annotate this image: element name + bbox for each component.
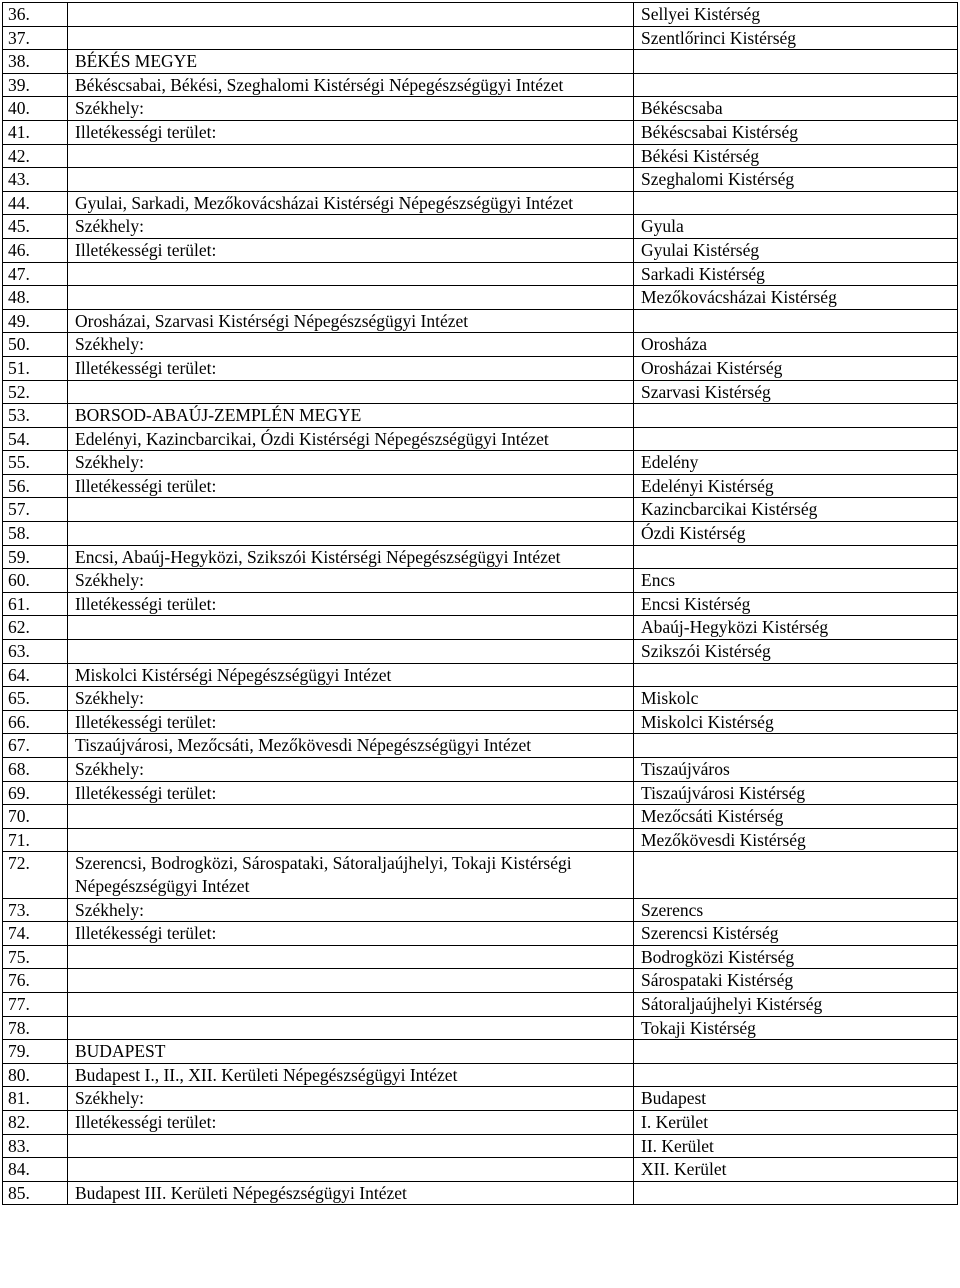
row-description: Illetékességi terület: xyxy=(68,781,634,805)
row-number: 52. xyxy=(3,380,68,404)
row-description: Budapest I., II., XII. Kerületi Népegészségügyi Intézet xyxy=(68,1063,634,1087)
table-row xyxy=(3,191,958,215)
row-number: 46. xyxy=(3,238,68,262)
row-location: Miskolci Kistérség xyxy=(634,710,958,734)
row-location xyxy=(634,309,958,333)
row-location: Békési Kistérség xyxy=(634,144,958,168)
table-row xyxy=(3,616,958,640)
row-location: Mezőkövesdi Kistérség xyxy=(634,828,958,852)
row-location: Encsi Kistérség xyxy=(634,592,958,616)
row-number: 76. xyxy=(3,969,68,993)
row-number: 38. xyxy=(3,50,68,74)
table-row xyxy=(3,1063,958,1087)
row-number: 49. xyxy=(3,309,68,333)
row-number: 36. xyxy=(3,3,68,27)
row-number: 78. xyxy=(3,1016,68,1040)
row-number: 61. xyxy=(3,592,68,616)
row-location: Szentlőrinci Kistérség xyxy=(634,26,958,50)
row-number: 58. xyxy=(3,522,68,546)
table-row xyxy=(3,758,958,782)
row-description: Illetékességi terület: xyxy=(68,922,634,946)
row-location xyxy=(634,1063,958,1087)
row-description: Miskolci Kistérségi Népegészségügyi Intézet xyxy=(68,663,634,687)
row-location: Békéscsabai Kistérség xyxy=(634,120,958,144)
row-location xyxy=(634,545,958,569)
row-location: Gyulai Kistérség xyxy=(634,238,958,262)
row-description: BORSOD-ABAÚJ-ZEMPLÉN MEGYE xyxy=(68,404,634,428)
row-location: Szerencs xyxy=(634,898,958,922)
table-row xyxy=(3,404,958,428)
row-number: 77. xyxy=(3,992,68,1016)
row-number: 63. xyxy=(3,640,68,664)
row-description xyxy=(68,1158,634,1182)
row-description: Gyulai, Sarkadi, Mezőkovácsházai Kistérségi Népegészségügyi Intézet xyxy=(68,191,634,215)
row-description: Székhely: xyxy=(68,97,634,121)
row-number: 71. xyxy=(3,828,68,852)
table-row xyxy=(3,992,958,1016)
row-location: Bodrogközi Kistérség xyxy=(634,945,958,969)
row-number: 41. xyxy=(3,120,68,144)
row-description: BÉKÉS MEGYE xyxy=(68,50,634,74)
row-description: Tiszaújvárosi, Mezőcsáti, Mezőkövesdi Népegészségügyi Intézet xyxy=(68,734,634,758)
row-location: Mezőkovácsházai Kistérség xyxy=(634,286,958,310)
row-description xyxy=(68,286,634,310)
row-number: 79. xyxy=(3,1040,68,1064)
table-row xyxy=(3,898,958,922)
row-location: Szikszói Kistérség xyxy=(634,640,958,664)
row-location: I. Kerület xyxy=(634,1110,958,1134)
row-number: 51. xyxy=(3,356,68,380)
row-description xyxy=(68,380,634,404)
row-number: 44. xyxy=(3,191,68,215)
row-location: Encs xyxy=(634,569,958,593)
table-row xyxy=(3,427,958,451)
row-number: 50. xyxy=(3,333,68,357)
row-description xyxy=(68,144,634,168)
row-number: 68. xyxy=(3,758,68,782)
row-location xyxy=(634,1181,958,1205)
table-row xyxy=(3,734,958,758)
row-description xyxy=(68,969,634,993)
row-description: Encsi, Abaúj-Hegyközi, Szikszói Kistérségi Népegészségügyi Intézet xyxy=(68,545,634,569)
row-location: Tokaji Kistérség xyxy=(634,1016,958,1040)
row-location: Miskolc xyxy=(634,687,958,711)
table-row xyxy=(3,50,958,74)
table-row xyxy=(3,262,958,286)
row-description xyxy=(68,1016,634,1040)
row-description: Budapest III. Kerületi Népegészségügyi Intézet xyxy=(68,1181,634,1205)
row-location xyxy=(634,191,958,215)
row-description: Székhely: xyxy=(68,898,634,922)
row-description: Szerencsi, Bodrogközi, Sárospataki, Sátoraljaújhelyi, Tokaji Kistérségi Népegészségügyi Intézet xyxy=(68,852,634,898)
row-location: Edelényi Kistérség xyxy=(634,474,958,498)
row-number: 84. xyxy=(3,1158,68,1182)
row-number: 47. xyxy=(3,262,68,286)
row-location: Sarkadi Kistérség xyxy=(634,262,958,286)
row-number: 83. xyxy=(3,1134,68,1158)
table-row xyxy=(3,945,958,969)
row-description: Orosházai, Szarvasi Kistérségi Népegészségügyi Intézet xyxy=(68,309,634,333)
table-row xyxy=(3,498,958,522)
table-row xyxy=(3,474,958,498)
row-description xyxy=(68,498,634,522)
table-row xyxy=(3,286,958,310)
row-description xyxy=(68,945,634,969)
table-row xyxy=(3,1087,958,1111)
row-location: Mezőcsáti Kistérség xyxy=(634,805,958,829)
row-number: 57. xyxy=(3,498,68,522)
row-description xyxy=(68,26,634,50)
row-location: Tiszaújváros xyxy=(634,758,958,782)
row-description xyxy=(68,262,634,286)
row-location: Orosházai Kistérség xyxy=(634,356,958,380)
row-location xyxy=(634,50,958,74)
table-row xyxy=(3,309,958,333)
row-number: 70. xyxy=(3,805,68,829)
row-location xyxy=(634,663,958,687)
row-location: Orosháza xyxy=(634,333,958,357)
row-number: 54. xyxy=(3,427,68,451)
row-location xyxy=(634,1040,958,1064)
row-number: 55. xyxy=(3,451,68,475)
row-description xyxy=(68,1134,634,1158)
table-row xyxy=(3,1016,958,1040)
row-description: Illetékességi terület: xyxy=(68,710,634,734)
row-number: 42. xyxy=(3,144,68,168)
table-row xyxy=(3,356,958,380)
table-row xyxy=(3,569,958,593)
table-row xyxy=(3,333,958,357)
row-location xyxy=(634,427,958,451)
table-row xyxy=(3,97,958,121)
table-body xyxy=(3,3,958,1205)
table-row xyxy=(3,710,958,734)
table-row xyxy=(3,73,958,97)
row-number: 56. xyxy=(3,474,68,498)
table-row xyxy=(3,922,958,946)
row-description: Illetékességi terület: xyxy=(68,592,634,616)
row-description: Székhely: xyxy=(68,569,634,593)
row-description: Székhely: xyxy=(68,1087,634,1111)
table-row xyxy=(3,1181,958,1205)
row-number: 80. xyxy=(3,1063,68,1087)
row-location xyxy=(634,852,958,898)
table-row xyxy=(3,1134,958,1158)
row-location xyxy=(634,73,958,97)
table-row xyxy=(3,592,958,616)
row-location: Sátoraljaújhelyi Kistérség xyxy=(634,992,958,1016)
row-description: BUDAPEST xyxy=(68,1040,634,1064)
table-row xyxy=(3,545,958,569)
row-description: Székhely: xyxy=(68,215,634,239)
row-number: 40. xyxy=(3,97,68,121)
row-description: Illetékességi terület: xyxy=(68,356,634,380)
row-number: 66. xyxy=(3,710,68,734)
row-number: 37. xyxy=(3,26,68,50)
row-location: Gyula xyxy=(634,215,958,239)
row-description: Illetékességi terület: xyxy=(68,1110,634,1134)
row-number: 48. xyxy=(3,286,68,310)
row-location: II. Kerület xyxy=(634,1134,958,1158)
row-description xyxy=(68,168,634,192)
institute-table xyxy=(2,2,958,1205)
row-description xyxy=(68,805,634,829)
table-row xyxy=(3,640,958,664)
table-row xyxy=(3,1158,958,1182)
table-row xyxy=(3,144,958,168)
row-description: Illetékességi terület: xyxy=(68,120,634,144)
row-location: Békéscsaba xyxy=(634,97,958,121)
row-location: Abaúj-Hegyközi Kistérség xyxy=(634,616,958,640)
row-description xyxy=(68,992,634,1016)
row-number: 62. xyxy=(3,616,68,640)
row-number: 82. xyxy=(3,1110,68,1134)
row-description: Illetékességi terület: xyxy=(68,474,634,498)
row-number: 74. xyxy=(3,922,68,946)
table-row xyxy=(3,852,958,898)
table-row xyxy=(3,522,958,546)
row-number: 69. xyxy=(3,781,68,805)
row-number: 75. xyxy=(3,945,68,969)
row-description xyxy=(68,3,634,27)
row-location xyxy=(634,734,958,758)
row-number: 73. xyxy=(3,898,68,922)
table-row xyxy=(3,26,958,50)
table-row xyxy=(3,828,958,852)
row-number: 85. xyxy=(3,1181,68,1205)
row-description: Békéscsabai, Békési, Szeghalomi Kistérségi Népegészségügyi Intézet xyxy=(68,73,634,97)
row-description: Székhely: xyxy=(68,451,634,475)
row-number: 59. xyxy=(3,545,68,569)
row-location: XII. Kerület xyxy=(634,1158,958,1182)
table-row xyxy=(3,380,958,404)
table-row xyxy=(3,120,958,144)
row-location: Sárospataki Kistérség xyxy=(634,969,958,993)
row-location: Sellyei Kistérség xyxy=(634,3,958,27)
row-location: Ózdi Kistérség xyxy=(634,522,958,546)
table-row xyxy=(3,451,958,475)
row-number: 64. xyxy=(3,663,68,687)
row-description xyxy=(68,828,634,852)
row-description: Székhely: xyxy=(68,758,634,782)
table-row xyxy=(3,969,958,993)
table-row xyxy=(3,805,958,829)
row-number: 45. xyxy=(3,215,68,239)
table-row xyxy=(3,663,958,687)
row-number: 65. xyxy=(3,687,68,711)
table-row xyxy=(3,168,958,192)
row-description: Székhely: xyxy=(68,687,634,711)
row-number: 60. xyxy=(3,569,68,593)
table-row xyxy=(3,1110,958,1134)
table-row xyxy=(3,238,958,262)
row-description: Székhely: xyxy=(68,333,634,357)
table-row xyxy=(3,687,958,711)
row-location: Kazincbarcikai Kistérség xyxy=(634,498,958,522)
table-row xyxy=(3,781,958,805)
row-description xyxy=(68,616,634,640)
table-row xyxy=(3,1040,958,1064)
row-description xyxy=(68,640,634,664)
row-location: Szeghalomi Kistérség xyxy=(634,168,958,192)
row-description xyxy=(68,522,634,546)
row-description: Illetékességi terület: xyxy=(68,238,634,262)
row-location: Tiszaújvárosi Kistérség xyxy=(634,781,958,805)
row-number: 67. xyxy=(3,734,68,758)
row-location: Edelény xyxy=(634,451,958,475)
row-location: Szarvasi Kistérség xyxy=(634,380,958,404)
row-number: 81. xyxy=(3,1087,68,1111)
row-number: 39. xyxy=(3,73,68,97)
row-description: Edelényi, Kazincbarcikai, Ózdi Kistérségi Népegészségügyi Intézet xyxy=(68,427,634,451)
row-location: Budapest xyxy=(634,1087,958,1111)
row-number: 43. xyxy=(3,168,68,192)
table-row xyxy=(3,3,958,27)
row-location: Szerencsi Kistérség xyxy=(634,922,958,946)
row-number: 72. xyxy=(3,852,68,898)
table-row xyxy=(3,215,958,239)
row-number: 53. xyxy=(3,404,68,428)
row-location xyxy=(634,404,958,428)
